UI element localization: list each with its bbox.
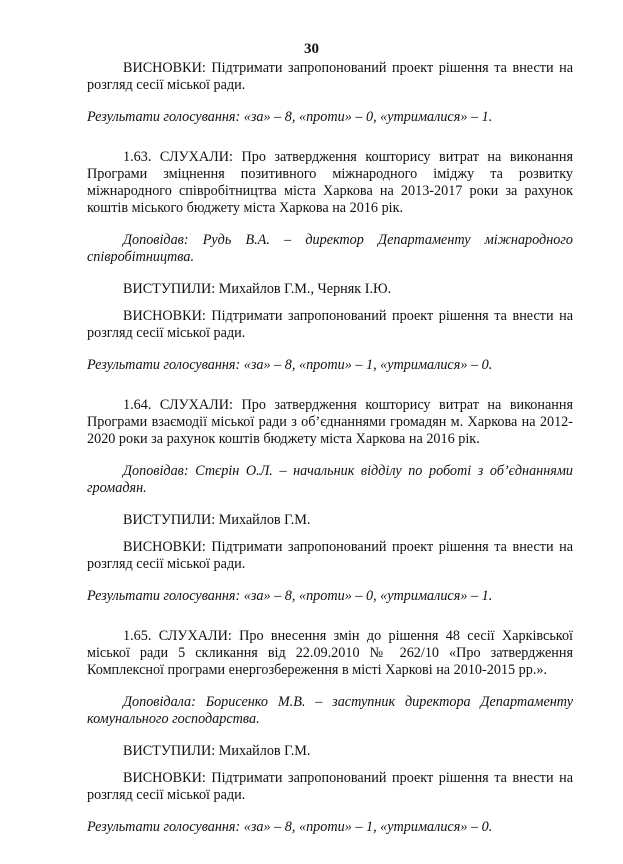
spoke-paragraph: ВИСТУПИЛИ: Михайлов Г.М.	[123, 512, 311, 528]
conclusion-paragraph: ВИСНОВКИ: Підтримати запропонований проект рішення та внести на розгляд сесії міської ради.	[87, 308, 573, 341]
vote-result: Результати голосування: «за» – 8, «проти» – 0, «утрималися» – 1.	[87, 109, 493, 125]
speaker-paragraph: Доповідав: Стєрін О.Л. – начальник відділу по роботі з об’єднаннями громадян.	[87, 463, 573, 496]
minutes-content	[87, 60, 573, 836]
conclusion-paragraph: ВИСНОВКИ: Підтримати запропонований проект рішення та внести на розгляд сесії міської ради.	[87, 60, 573, 93]
vote-result: Результати голосування: «за» – 8, «проти» – 1, «утрималися» – 0.	[87, 819, 493, 835]
page-number: 30	[304, 41, 319, 57]
heard-item-1-65: 1.65. СЛУХАЛИ: Про внесення змін до рішення 48 сесії Харківської міської ради 5 скликання від 22.09.2010 № 262/10 «Про затвердження Комплексної програми енергозбереження в місті Харкові на 2010-2015 рр.».	[87, 628, 573, 678]
speaker-paragraph: Доповідав: Рудь В.А. – директор Департаменту міжнародного співробітництва.	[87, 232, 573, 265]
vote-result: Результати голосування: «за» – 8, «проти» – 0, «утрималися» – 1.	[87, 588, 493, 604]
heard-item-1-63: 1.63. СЛУХАЛИ: Про затвердження кошторису витрат на виконання Програми зміцнення позитивного міжнародного іміджу та розвитку міжнародного співробітництва міста Харкова на 2013-2017 роки за рахунок коштів міського бюджету міста Харкова на 2016 рік.	[87, 149, 573, 216]
conclusion-paragraph: ВИСНОВКИ: Підтримати запропонований проект рішення та внести на розгляд сесії міської ради.	[87, 770, 573, 803]
vote-result: Результати голосування: «за» – 8, «проти» – 1, «утрималися» – 0.	[87, 357, 493, 373]
spoke-paragraph: ВИСТУПИЛИ: Михайлов Г.М.	[123, 743, 311, 759]
heard-item-1-64: 1.64. СЛУХАЛИ: Про затвердження кошторису витрат на виконання Програми взаємодії міської ради з об’єднаннями громадян м. Харкова на 2012-2020 роки за рахунок коштів бюджету міста Харкова на 2016 рік.	[87, 397, 573, 447]
spoke-paragraph: ВИСТУПИЛИ: Михайлов Г.М., Черняк І.Ю.	[123, 281, 392, 297]
speaker-paragraph: Доповідала: Борисенко М.В. – заступник директора Департаменту комунального господарства.	[87, 694, 573, 727]
conclusion-paragraph: ВИСНОВКИ: Підтримати запропонований проект рішення та внести на розгляд сесії міської ради.	[87, 539, 573, 572]
